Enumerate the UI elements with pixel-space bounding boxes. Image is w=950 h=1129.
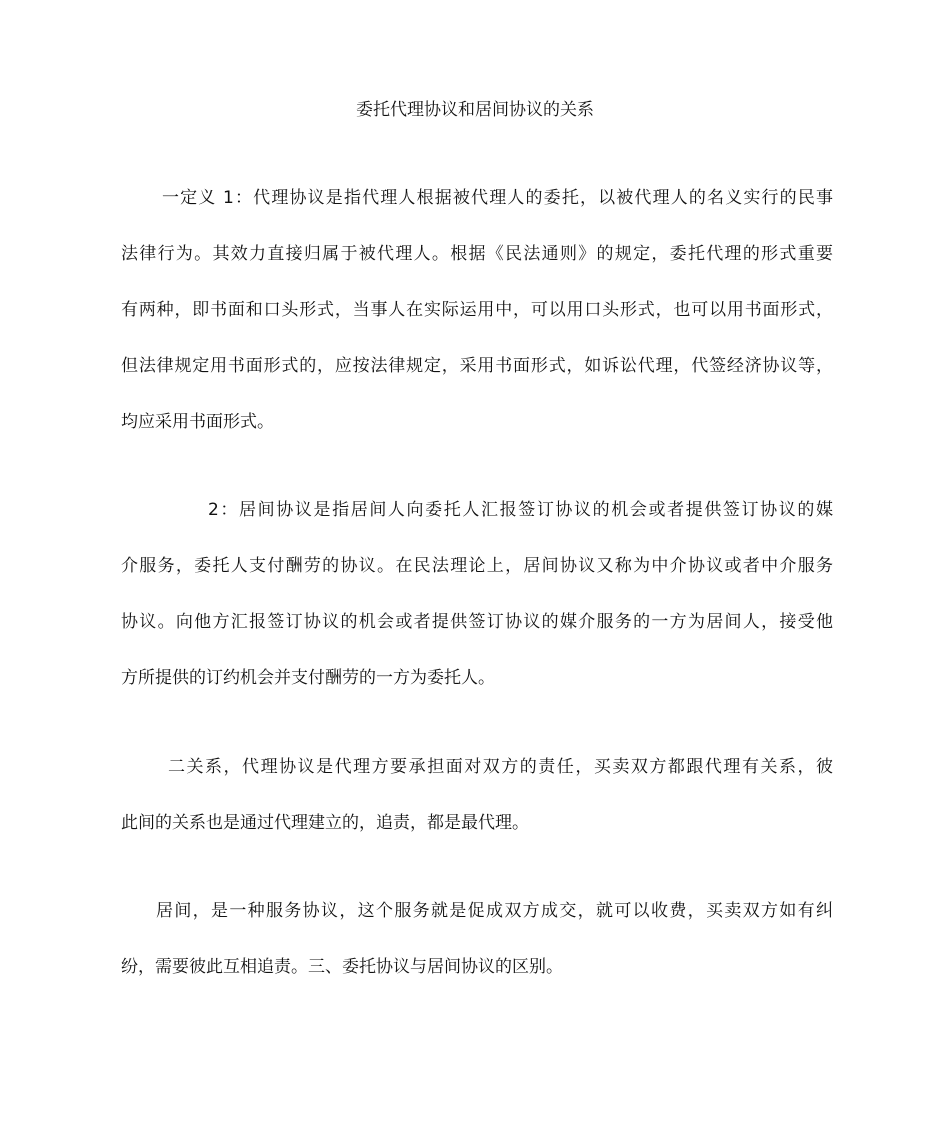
document-title: 委托代理协议和居间协议的关系: [356, 100, 594, 120]
paragraph-2-line-4: 方所提供的订约机会并支付酬劳的一方为委托人。: [121, 668, 495, 688]
paragraph-1-line-4: 但法律规定用书面形式的，应按法律规定，采用书面形式，如诉讼代理，代签经济协议等，: [121, 356, 833, 376]
paragraph-3-line-1: 二关系，代理协议是代理方要承担面对双方的责任，买卖双方都跟代理有关系，彼: [168, 757, 833, 777]
paragraph-3-line-2: 此间的关系也是通过代理建立的，追责，都是最代理。: [121, 813, 529, 833]
paragraph-2-line-1: 2：居间协议是指居间人向委托人汇报签订协议的机会或者提供签订协议的媒: [208, 500, 833, 520]
paragraph-4-line-2: 纷，需要彼此互相追责。三、委托协议与居间协议的区别。: [121, 957, 563, 977]
paragraph-1-line-2: 法律行为。其效力直接归属于被代理人。根据《民法通则》的规定，委托代理的形式重要: [121, 244, 833, 264]
paragraph-1-line-1: 一定义 1：代理协议是指代理人根据被代理人的委托，以被代理人的名义实行的民事: [162, 188, 833, 208]
paragraph-2-line-2: 介服务，委托人支付酬劳的协议。在民法理论上，居间协议又称为中介协议或者中介服务: [121, 556, 833, 576]
paragraph-1-line-3: 有两种，即书面和口头形式，当事人在实际运用中，可以用口头形式，也可以用书面形式，: [121, 300, 833, 320]
paragraph-1-line-5: 均应采用书面形式。: [121, 412, 274, 432]
paragraph-4-line-1: 居间，是一种服务协议，这个服务就是促成双方成交，就可以收费，买卖双方如有纠: [156, 901, 833, 921]
paragraph-2-line-3: 协议。向他方汇报签订协议的机会或者提供签订协议的媒介服务的一方为居间人，接受他: [121, 612, 833, 632]
